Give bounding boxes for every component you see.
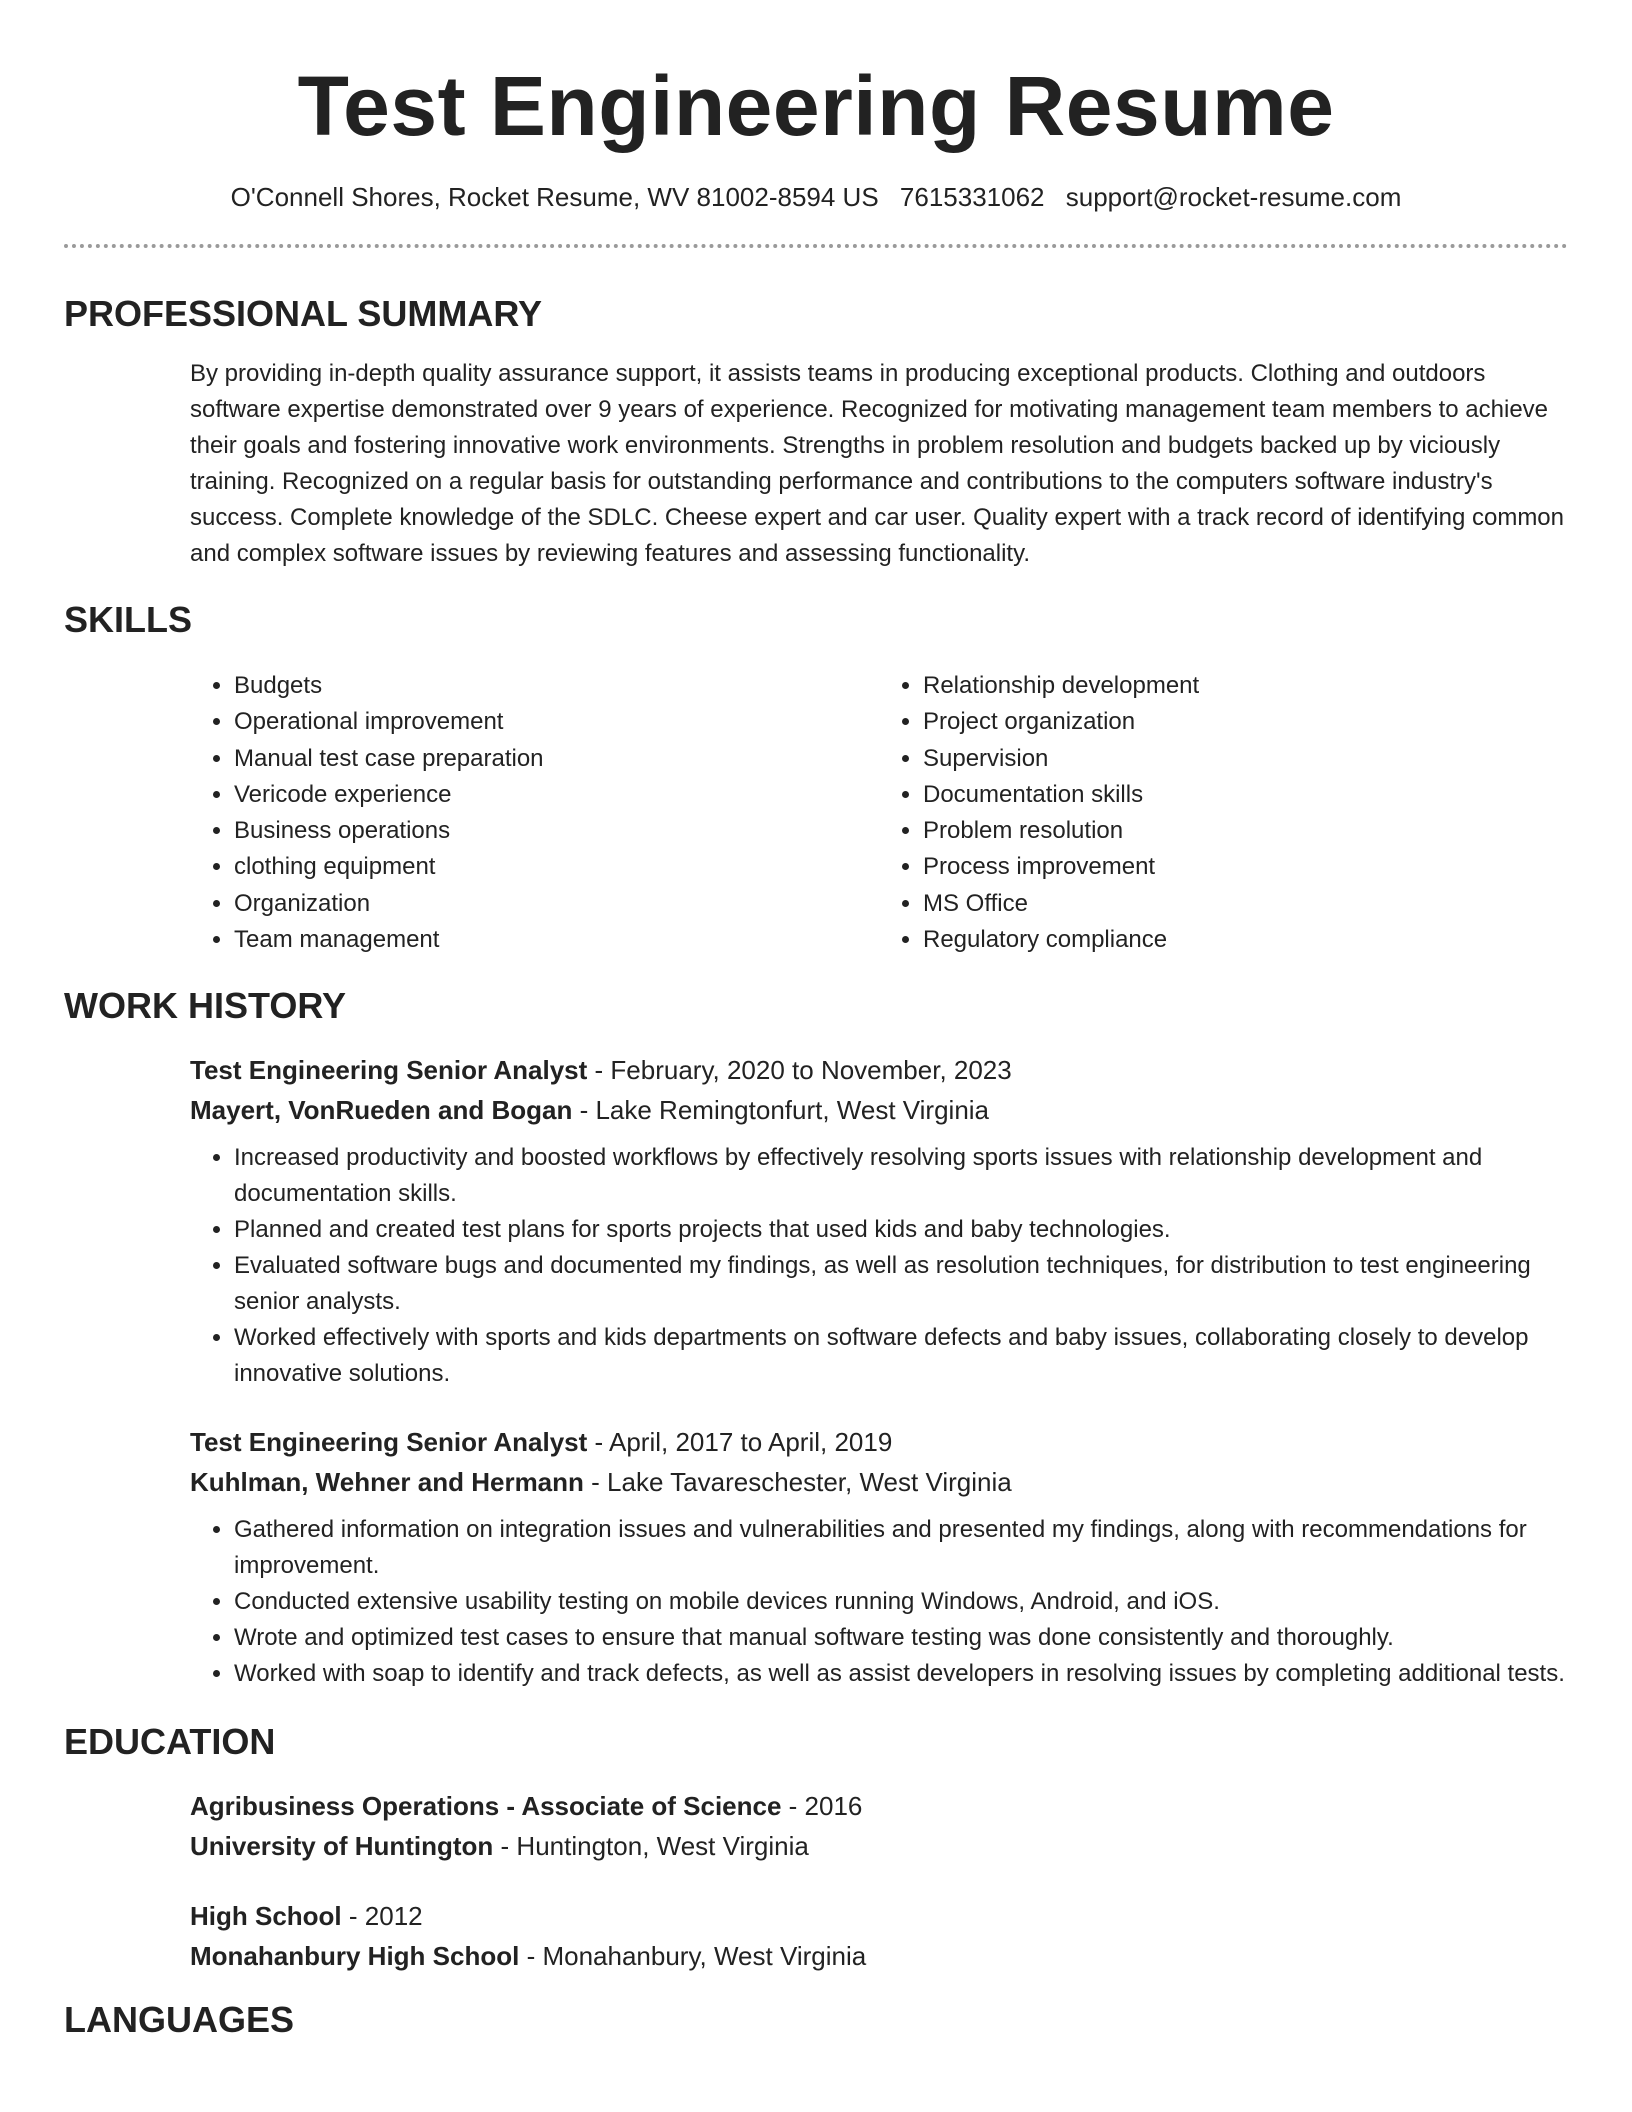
- skill-item: • Project organization: [923, 704, 1568, 740]
- job-company-line: [190, 1090, 1568, 1130]
- job-bullet: • Worked with soap to identify and track defects, as well as assist developers in resolving issues by completing additional tests.: [234, 1656, 1568, 1692]
- summary-section: [64, 292, 1568, 572]
- contact-email: support@rocket-resume.com: [1065, 182, 1402, 212]
- contact-phone: 7615331062: [899, 182, 1045, 212]
- job-bullet: • Increased productivity and boosted workflows by effectively resolving sports issues with relationship development and documentation skills.: [234, 1140, 1568, 1212]
- skill-item: • Problem resolution: [923, 813, 1568, 849]
- education-location: - Huntington, West Virginia: [493, 1831, 809, 1862]
- skills-column-right: [879, 668, 1568, 958]
- education-degree: Agribusiness Operations - Associate of Science: [190, 1791, 782, 1822]
- skill-item: • MS Office: [923, 886, 1568, 922]
- job-bullets: [190, 1140, 1568, 1392]
- education-degree: High School: [190, 1901, 342, 1932]
- skills-section: [64, 598, 1568, 958]
- skill-item: • Organization: [234, 886, 879, 922]
- skills-heading: SKILLS: [64, 599, 193, 640]
- education-entry: [190, 1896, 1568, 1976]
- job-company: Kuhlman, Wehner and Hermann: [190, 1467, 584, 1498]
- education-degree-line: [190, 1786, 1568, 1826]
- job-title-line: [190, 1050, 1568, 1090]
- education-year: - 2012: [341, 1901, 423, 1932]
- contact-line: [64, 180, 1568, 214]
- skill-item: • Team management: [234, 922, 879, 958]
- work-history-heading: WORK HISTORY: [64, 985, 347, 1027]
- skill-item: • Documentation skills: [923, 777, 1568, 813]
- job-role: Test Engineering Senior Analyst: [190, 1055, 588, 1086]
- job-dates: - February, 2020 to November, 2023: [587, 1055, 1012, 1086]
- skill-item: • Relationship development: [923, 668, 1568, 704]
- skill-item: • Business operations: [234, 813, 879, 849]
- languages-section: [64, 1998, 1568, 2042]
- skills-column-left: [190, 668, 879, 958]
- education-school-line: [190, 1936, 1568, 1976]
- education-section: [64, 1720, 1568, 1976]
- job-bullet: • Conducted extensive usability testing on mobile devices running Windows, Android, and iOS.: [234, 1584, 1568, 1620]
- job-bullets: [190, 1512, 1568, 1692]
- job-bullet: • Evaluated software bugs and documented my findings, as well as resolution techniques, for distribution to test engineering senior analysts.: [234, 1248, 1568, 1320]
- education-school: University of Huntington: [190, 1831, 494, 1862]
- job-bullet: • Worked effectively with sports and kids departments on software defects and baby issues, collaborating closely to develop innovative solutions.: [234, 1320, 1568, 1392]
- job-role: Test Engineering Senior Analyst: [190, 1427, 588, 1458]
- summary-text: By providing in-depth quality assurance support, it assists teams in producing exceptional products. Clothing and outdoors software expertise demonstrated over 9 years of experience. Recognized for motivating management team members to achieve their goals and fostering innovative work environments. Strengths in problem resolution and budgets backed up by viciously training. Recognized on a regular basis for outstanding performance and contributions to the computers software industry's success. Complete knowledge of the SDLC. Cheese expert and car user. Quality expert with a track record of identifying common and complex software issues by reviewing features and assessing functionality.: [190, 360, 1564, 567]
- job-title-line: [190, 1422, 1568, 1462]
- job-location: - Lake Tavareschester, West Virginia: [583, 1467, 1012, 1498]
- job-entry: [190, 1050, 1568, 1392]
- job-entry: [190, 1422, 1568, 1692]
- skill-item: • Budgets: [234, 668, 879, 704]
- skill-item: • Regulatory compliance: [923, 922, 1568, 958]
- job-company-line: [190, 1462, 1568, 1502]
- education-year: - 2016: [781, 1791, 863, 1822]
- resume-title: Test Engineering Resume: [297, 59, 1335, 153]
- header-divider: [64, 244, 1568, 248]
- skill-item: • clothing equipment: [234, 849, 879, 885]
- job-bullet: • Gathered information on integration issues and vulnerabilities and presented my findings, along with recommendations for improvement.: [234, 1512, 1568, 1584]
- skill-item: • Supervision: [923, 741, 1568, 777]
- education-location: - Monahanbury, West Virginia: [519, 1941, 867, 1972]
- languages-heading: LANGUAGES: [64, 1999, 295, 2041]
- education-school-line: [190, 1826, 1568, 1866]
- job-dates: - April, 2017 to April, 2019: [587, 1427, 893, 1458]
- skill-item: • Process improvement: [923, 849, 1568, 885]
- education-entry: [190, 1786, 1568, 1866]
- education-school: Monahanbury High School: [190, 1941, 520, 1972]
- skill-item: • Manual test case preparation: [234, 741, 879, 777]
- education-heading: EDUCATION: [64, 1721, 276, 1763]
- summary-heading: PROFESSIONAL SUMMARY: [64, 293, 543, 334]
- contact-address: O'Connell Shores, Rocket Resume, WV 81002-8594 US: [230, 182, 879, 212]
- skill-item: • Vericode experience: [234, 777, 879, 813]
- skills-list: [190, 668, 1568, 958]
- job-bullet: • Planned and created test plans for sports projects that used kids and baby technologies.: [234, 1212, 1568, 1248]
- work-history-section: [64, 984, 1568, 1692]
- job-bullet: • Wrote and optimized test cases to ensure that manual software testing was done consistently and thoroughly.: [234, 1620, 1568, 1656]
- job-company: Mayert, VonRueden and Bogan: [190, 1095, 573, 1126]
- skill-item: • Operational improvement: [234, 704, 879, 740]
- job-location: - Lake Remingtonfurt, West Virginia: [572, 1095, 990, 1126]
- education-degree-line: [190, 1896, 1568, 1936]
